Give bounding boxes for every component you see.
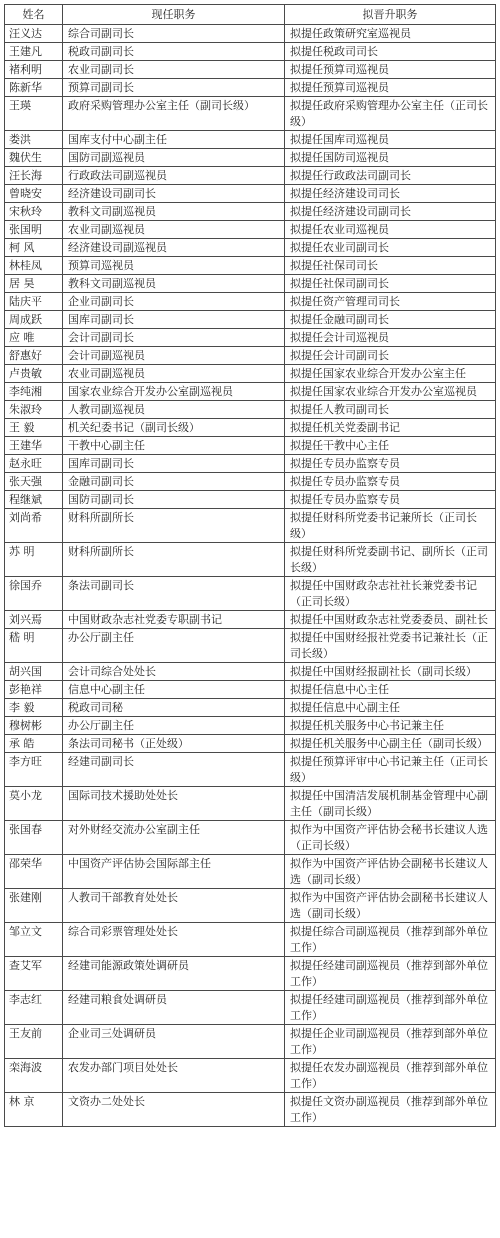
table-row bbox=[5, 131, 496, 149]
cell-name: 卢贵敏 bbox=[5, 365, 63, 383]
table-row bbox=[5, 611, 496, 629]
cell-name: 苏 明 bbox=[5, 543, 63, 577]
table-row bbox=[5, 203, 496, 221]
cell-proposed-position: 拟提任企业司副巡视员（推荐到部外单位工作） bbox=[285, 1025, 496, 1059]
cell-current-position: 人教司干部教育处处长 bbox=[63, 889, 285, 923]
table-row bbox=[5, 1093, 496, 1127]
cell-proposed-position: 拟提任专员办监察专员 bbox=[285, 455, 496, 473]
cell-current-position: 农业司副司长 bbox=[63, 61, 285, 79]
cell-current-position: 干教中心副主任 bbox=[63, 437, 285, 455]
cell-current-position: 中国财政杂志社党委专职副书记 bbox=[63, 611, 285, 629]
table-row bbox=[5, 991, 496, 1025]
cell-current-position: 综合司副司长 bbox=[63, 25, 285, 43]
cell-name: 张建刚 bbox=[5, 889, 63, 923]
cell-proposed-position: 拟提任预算评审中心书记兼主任（正司长级） bbox=[285, 753, 496, 787]
table-row bbox=[5, 889, 496, 923]
table-body bbox=[5, 25, 496, 1127]
cell-proposed-position: 拟提任金融司副司长 bbox=[285, 311, 496, 329]
cell-name: 王友前 bbox=[5, 1025, 63, 1059]
cell-current-position: 条法司司秘书（正处级） bbox=[63, 735, 285, 753]
cell-name: 刘兴焉 bbox=[5, 611, 63, 629]
table-row bbox=[5, 149, 496, 167]
cell-name: 邵荣华 bbox=[5, 855, 63, 889]
cell-current-position: 经建司副司长 bbox=[63, 753, 285, 787]
cell-proposed-position: 拟提任资产管理司司长 bbox=[285, 293, 496, 311]
cell-proposed-position: 拟提任农业司巡视员 bbox=[285, 221, 496, 239]
cell-current-position: 农发办部门项目处处长 bbox=[63, 1059, 285, 1093]
cell-name: 程继斌 bbox=[5, 491, 63, 509]
cell-name: 李纯湘 bbox=[5, 383, 63, 401]
cell-name: 邹立文 bbox=[5, 923, 63, 957]
cell-name: 汪义达 bbox=[5, 25, 63, 43]
table-row bbox=[5, 821, 496, 855]
table-row bbox=[5, 1025, 496, 1059]
cell-name: 胡兴国 bbox=[5, 663, 63, 681]
cell-name: 林 京 bbox=[5, 1093, 63, 1127]
cell-proposed-position: 拟提任干教中心主任 bbox=[285, 437, 496, 455]
cell-name: 刘尚希 bbox=[5, 509, 63, 543]
cell-name: 宋秋玲 bbox=[5, 203, 63, 221]
cell-proposed-position: 拟提任社保司副司长 bbox=[285, 275, 496, 293]
cell-proposed-position: 拟提任专员办监察专员 bbox=[285, 473, 496, 491]
cell-proposed-position: 拟提任机关服务中心副主任（副司长级） bbox=[285, 735, 496, 753]
table-row bbox=[5, 61, 496, 79]
cell-name: 王瑛 bbox=[5, 97, 63, 131]
cell-name: 张国春 bbox=[5, 821, 63, 855]
cell-current-position: 税政司司秘 bbox=[63, 699, 285, 717]
cell-proposed-position: 拟提任机关服务中心书记兼主任 bbox=[285, 717, 496, 735]
cell-name: 承 皓 bbox=[5, 735, 63, 753]
cell-proposed-position: 拟提任机关党委副书记 bbox=[285, 419, 496, 437]
cell-proposed-position: 拟提任预算司巡视员 bbox=[285, 79, 496, 97]
table-row bbox=[5, 787, 496, 821]
cell-proposed-position: 拟提任中国财政杂志社党委委员、副社长 bbox=[285, 611, 496, 629]
cell-current-position: 经建司粮食处调研员 bbox=[63, 991, 285, 1025]
table-row bbox=[5, 293, 496, 311]
cell-proposed-position: 拟作为中国资产评估协会秘书长建议人选（正司长级） bbox=[285, 821, 496, 855]
cell-name: 栾海波 bbox=[5, 1059, 63, 1093]
cell-name: 彭艳祥 bbox=[5, 681, 63, 699]
promotion-table bbox=[4, 4, 496, 1127]
cell-current-position: 国际司技术援助处处长 bbox=[63, 787, 285, 821]
cell-name: 莫小龙 bbox=[5, 787, 63, 821]
table-row bbox=[5, 1059, 496, 1093]
table-row bbox=[5, 97, 496, 131]
cell-name: 林桂凤 bbox=[5, 257, 63, 275]
cell-name: 娄洪 bbox=[5, 131, 63, 149]
cell-name: 李方旺 bbox=[5, 753, 63, 787]
cell-current-position: 财科所副所长 bbox=[63, 509, 285, 543]
cell-name: 张天强 bbox=[5, 473, 63, 491]
cell-current-position: 农业司副巡视员 bbox=[63, 365, 285, 383]
cell-proposed-position: 拟作为中国资产评估协会副秘书长建议人选（副司长级） bbox=[285, 855, 496, 889]
cell-current-position: 条法司副司长 bbox=[63, 577, 285, 611]
cell-name: 柯 风 bbox=[5, 239, 63, 257]
cell-proposed-position: 拟提任中国清洁发展机制基金管理中心副主任（副司长级） bbox=[285, 787, 496, 821]
cell-proposed-position: 拟提任国库司巡视员 bbox=[285, 131, 496, 149]
cell-current-position: 国库司副司长 bbox=[63, 311, 285, 329]
cell-proposed-position: 拟提任经济建设司副司长 bbox=[285, 203, 496, 221]
cell-name: 穆树彬 bbox=[5, 717, 63, 735]
cell-current-position: 经济建设司副巡视员 bbox=[63, 239, 285, 257]
cell-current-position: 对外财经交流办公室副主任 bbox=[63, 821, 285, 855]
cell-proposed-position: 拟提任中国财经报社党委书记兼社长（正司长级） bbox=[285, 629, 496, 663]
cell-current-position: 办公厅副主任 bbox=[63, 717, 285, 735]
cell-name: 徐国乔 bbox=[5, 577, 63, 611]
cell-current-position: 企业司三处调研员 bbox=[63, 1025, 285, 1059]
cell-current-position: 会计司副司长 bbox=[63, 329, 285, 347]
cell-current-position: 国库司副司长 bbox=[63, 455, 285, 473]
cell-current-position: 行政政法司副巡视员 bbox=[63, 167, 285, 185]
cell-name: 查艾军 bbox=[5, 957, 63, 991]
table-row bbox=[5, 43, 496, 61]
cell-current-position: 办公厅副主任 bbox=[63, 629, 285, 663]
table-row bbox=[5, 455, 496, 473]
cell-name: 朱淑玲 bbox=[5, 401, 63, 419]
cell-current-position: 教科文司副巡视员 bbox=[63, 203, 285, 221]
cell-proposed-position: 拟提任国家农业综合开发办公室主任 bbox=[285, 365, 496, 383]
cell-proposed-position: 拟提任经建司副巡视员（推荐到部外单位工作） bbox=[285, 991, 496, 1025]
cell-name: 陆庆平 bbox=[5, 293, 63, 311]
cell-name: 赵永旺 bbox=[5, 455, 63, 473]
cell-current-position: 企业司副司长 bbox=[63, 293, 285, 311]
table-row bbox=[5, 347, 496, 365]
header-proposed-position: 拟晋升职务 bbox=[285, 5, 496, 25]
cell-current-position: 文资办二处处长 bbox=[63, 1093, 285, 1127]
cell-proposed-position: 拟提任中国财政杂志社社长兼党委书记（正司长级） bbox=[285, 577, 496, 611]
cell-proposed-position: 拟提任文资办副巡视员（推荐到部外单位工作） bbox=[285, 1093, 496, 1127]
cell-proposed-position: 拟提任税政司司长 bbox=[285, 43, 496, 61]
cell-current-position: 国防司副司长 bbox=[63, 491, 285, 509]
cell-proposed-position: 拟提任专员办监察专员 bbox=[285, 491, 496, 509]
cell-current-position: 经济建设司副司长 bbox=[63, 185, 285, 203]
cell-proposed-position: 拟提任社保司司长 bbox=[285, 257, 496, 275]
cell-current-position: 国家农业综合开发办公室副巡视员 bbox=[63, 383, 285, 401]
table-row bbox=[5, 419, 496, 437]
cell-name: 李志红 bbox=[5, 991, 63, 1025]
cell-proposed-position: 拟提任信息中心副主任 bbox=[285, 699, 496, 717]
cell-name: 王建华 bbox=[5, 437, 63, 455]
cell-proposed-position: 拟提任经济建设司司长 bbox=[285, 185, 496, 203]
cell-name: 周成跃 bbox=[5, 311, 63, 329]
cell-proposed-position: 拟提任经建司副巡视员（推荐到部外单位工作） bbox=[285, 957, 496, 991]
table-row bbox=[5, 167, 496, 185]
cell-proposed-position: 拟提任中国财经报副社长（副司长级） bbox=[285, 663, 496, 681]
cell-name: 曾晓安 bbox=[5, 185, 63, 203]
cell-current-position: 机关纪委书记（副司长级） bbox=[63, 419, 285, 437]
table-row bbox=[5, 923, 496, 957]
table-row bbox=[5, 329, 496, 347]
cell-current-position: 农业司副巡视员 bbox=[63, 221, 285, 239]
table-row bbox=[5, 239, 496, 257]
cell-name: 嵇 明 bbox=[5, 629, 63, 663]
cell-current-position: 政府采购管理办公室主任（副司长级） bbox=[63, 97, 285, 131]
cell-proposed-position: 拟提任国家农业综合开发办公室巡视员 bbox=[285, 383, 496, 401]
cell-proposed-position: 拟提任农业司副司长 bbox=[285, 239, 496, 257]
cell-proposed-position: 拟提任国防司巡视员 bbox=[285, 149, 496, 167]
header-row bbox=[5, 5, 496, 25]
header-current-position: 现任职务 bbox=[63, 5, 285, 25]
cell-current-position: 教科文司副巡视员 bbox=[63, 275, 285, 293]
table-row bbox=[5, 717, 496, 735]
table-row bbox=[5, 543, 496, 577]
table-row bbox=[5, 699, 496, 717]
cell-name: 王建凡 bbox=[5, 43, 63, 61]
table-row bbox=[5, 491, 496, 509]
cell-name: 魏伏生 bbox=[5, 149, 63, 167]
cell-proposed-position: 拟提任信息中心主任 bbox=[285, 681, 496, 699]
cell-name: 张国明 bbox=[5, 221, 63, 239]
table-row bbox=[5, 509, 496, 543]
table-row bbox=[5, 629, 496, 663]
table-row bbox=[5, 663, 496, 681]
table-row bbox=[5, 401, 496, 419]
table-row bbox=[5, 577, 496, 611]
cell-name: 陈新华 bbox=[5, 79, 63, 97]
cell-name: 应 唯 bbox=[5, 329, 63, 347]
cell-current-position: 预算司副司长 bbox=[63, 79, 285, 97]
table-row bbox=[5, 855, 496, 889]
cell-current-position: 信息中心副主任 bbox=[63, 681, 285, 699]
cell-current-position: 会计司综合处处长 bbox=[63, 663, 285, 681]
cell-name: 舒惠好 bbox=[5, 347, 63, 365]
cell-current-position: 预算司巡视员 bbox=[63, 257, 285, 275]
cell-current-position: 国防司副巡视员 bbox=[63, 149, 285, 167]
cell-proposed-position: 拟提任财科所党委副书记、副所长（正司长级） bbox=[285, 543, 496, 577]
table-row bbox=[5, 257, 496, 275]
table-row bbox=[5, 437, 496, 455]
cell-proposed-position: 拟提任政府采购管理办公室主任（正司长级） bbox=[285, 97, 496, 131]
cell-current-position: 税政司副司长 bbox=[63, 43, 285, 61]
table-row bbox=[5, 681, 496, 699]
table-row bbox=[5, 311, 496, 329]
cell-name: 王 毅 bbox=[5, 419, 63, 437]
cell-proposed-position: 拟提任财科所党委书记兼所长（正司长级） bbox=[285, 509, 496, 543]
cell-current-position: 会计司副巡视员 bbox=[63, 347, 285, 365]
cell-current-position: 综合司彩票管理处处长 bbox=[63, 923, 285, 957]
cell-current-position: 金融司副司长 bbox=[63, 473, 285, 491]
cell-current-position: 中国资产评估协会国际部主任 bbox=[63, 855, 285, 889]
cell-proposed-position: 拟提任人教司副司长 bbox=[285, 401, 496, 419]
cell-proposed-position: 拟作为中国资产评估协会副秘书长建议人选（副司长级） bbox=[285, 889, 496, 923]
cell-proposed-position: 拟提任会计司副司长 bbox=[285, 347, 496, 365]
cell-proposed-position: 拟提任会计司巡视员 bbox=[285, 329, 496, 347]
table-row bbox=[5, 473, 496, 491]
cell-name: 汪长海 bbox=[5, 167, 63, 185]
table-row bbox=[5, 735, 496, 753]
cell-current-position: 国库支付中心副主任 bbox=[63, 131, 285, 149]
header-name: 姓名 bbox=[5, 5, 63, 25]
cell-name: 居 昊 bbox=[5, 275, 63, 293]
table-row bbox=[5, 753, 496, 787]
cell-name: 李 毅 bbox=[5, 699, 63, 717]
table-row bbox=[5, 185, 496, 203]
cell-proposed-position: 拟提任综合司副巡视员（推荐到部外单位工作） bbox=[285, 923, 496, 957]
cell-proposed-position: 拟提任预算司巡视员 bbox=[285, 61, 496, 79]
cell-proposed-position: 拟提任农发办副巡视员（推荐到部外单位工作） bbox=[285, 1059, 496, 1093]
cell-current-position: 经建司能源政策处调研员 bbox=[63, 957, 285, 991]
table-row bbox=[5, 25, 496, 43]
cell-proposed-position: 拟提任行政政法司副司长 bbox=[285, 167, 496, 185]
table-row bbox=[5, 957, 496, 991]
cell-current-position: 财科所副所长 bbox=[63, 543, 285, 577]
cell-proposed-position: 拟提任政策研究室巡视员 bbox=[285, 25, 496, 43]
table-row bbox=[5, 221, 496, 239]
table-row bbox=[5, 79, 496, 97]
cell-current-position: 人教司副巡视员 bbox=[63, 401, 285, 419]
table-row bbox=[5, 365, 496, 383]
cell-name: 褚利明 bbox=[5, 61, 63, 79]
table-row bbox=[5, 275, 496, 293]
table-row bbox=[5, 383, 496, 401]
